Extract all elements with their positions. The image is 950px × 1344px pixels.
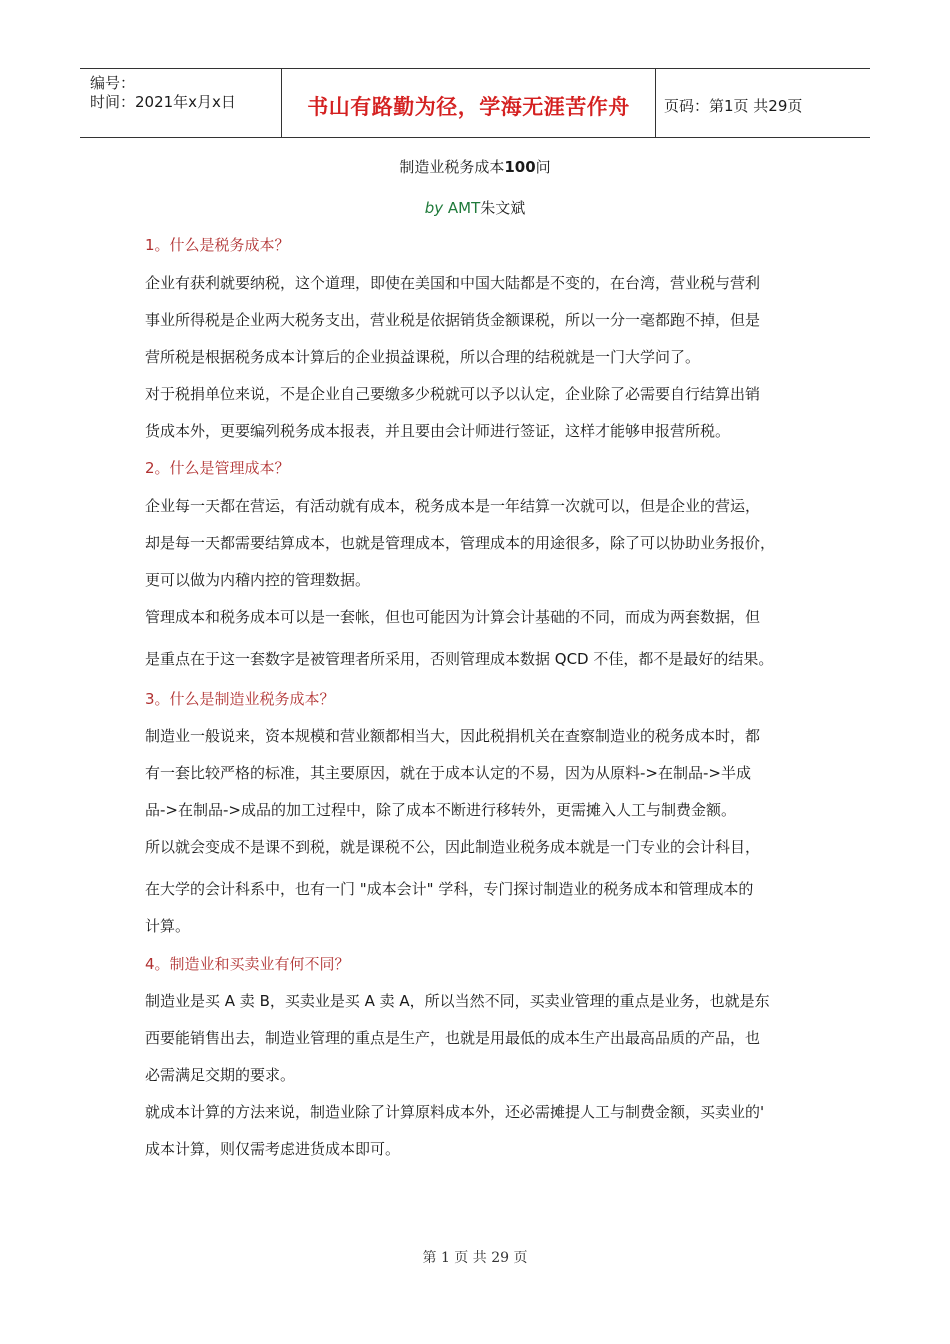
q4-line-5: 成本计算，则仅需考虑进货成本即可。 (145, 1140, 401, 1158)
q3-line-3: 品->在制品->成品的加工过程中，除了成本不断进行移转外，更需摊入人工与制费金额。 (145, 801, 736, 819)
q2-line-3: 更可以做为内稽内控的管理数据。 (145, 571, 371, 589)
q4-line-2: 西要能销售出去，制造业管理的重点是生产，也就是用最低的成本生产出最高品质的产品，也 (145, 1029, 761, 1047)
q1-line-4: 对于税捐单位来说，不是企业自己要缴多少税就可以予以认定，企业除了必需要自行结算出销 (145, 385, 761, 403)
q4-line-3: 必需满足交期的要求。 (145, 1066, 296, 1084)
page-info: 页码：第1页 共29页 (664, 97, 803, 115)
motto: 书山有路勤为径，学海无涯苦作舟 (307, 95, 630, 119)
byline-author: 朱文斌 (480, 199, 526, 217)
q1-line-3: 营所税是根据税务成本计算后的企业损益课税，所以合理的结税就是一门大学问了。 (145, 348, 701, 366)
time-label: 时间：2021年x月x日 (90, 93, 236, 111)
q3-line-5: 在大学的会计科系中，也有一门 "成本会计" 学科，专门探讨制造业的税务成本和管理成本的 (145, 880, 754, 898)
document-title (0, 156, 950, 177)
q2-line-1: 企业每一天都在营运，有活动就有成本，税务成本是一年结算一次就可以，但是企业的营运， (145, 497, 761, 515)
byline-by: by (424, 199, 444, 217)
header-table (80, 68, 870, 138)
q4-line-1: 制造业是买 A 卖 B，买卖业是买 A 卖 A，所以当然不同，买卖业管理的重点是业务，也就是东 (145, 992, 770, 1010)
byline-org: AMT (447, 199, 481, 217)
q4-line-4: 就成本计算的方法来说，制造业除了计算原料成本外，还必需摊提人工与制费金额，买卖业的' (145, 1103, 765, 1121)
title-suffix: 问 (535, 158, 551, 176)
q2-line-5: 是重点在于这一套数字是被管理者所采用，否则管理成本数据 QCD 不佳，都不是最好的结果。 (145, 650, 774, 668)
q1-line-2: 事业所得税是企业两大税务支出，营业税是依据销货金额课税，所以一分一毫都跑不掉，但是 (145, 311, 761, 329)
q1-line-1: 企业有获利就要纳税，这个道理，即使在美国和中国大陆都是不变的，在台湾，营业税与营利 (145, 274, 761, 292)
byline (0, 197, 950, 218)
header-right-cell (655, 69, 870, 137)
page-footer: 第 1 页 共 29 页 (422, 1250, 528, 1266)
q2-line-2: 却是每一天都需要结算成本，也就是管理成本，管理成本的用途很多，除了可以协助业务报价， (145, 534, 776, 552)
question-1-heading: 1。什么是税务成本？ (145, 236, 290, 254)
title-number: 100 (504, 158, 536, 176)
question-4-heading: 4。制造业和买卖业有何不同？ (145, 955, 350, 973)
question-2-heading: 2。什么是管理成本？ (145, 459, 290, 477)
q3-line-6: 计算。 (145, 917, 191, 935)
q2-line-4: 管理成本和税务成本可以是一套帐，但也可能因为计算会计基础的不同，而成为两套数据，但 (145, 608, 761, 626)
q3-line-1: 制造业一般说来，资本规模和营业额都相当大，因此税捐机关在查察制造业的税务成本时，都 (145, 727, 761, 745)
question-3-heading: 3。什么是制造业税务成本？ (145, 690, 335, 708)
q1-line-5: 货成本外，更要编列税务成本报表，并且要由会计师进行签证，这样才能够申报营所税。 (145, 422, 731, 440)
header-motto-cell (281, 69, 656, 137)
header-left-cell (80, 69, 281, 137)
q3-line-2: 有一套比较严格的标准，其主要原因，就在于成本认定的不易，因为从原料->在制品->半成 (145, 764, 751, 782)
title-prefix: 制造业税务成本 (399, 158, 505, 176)
number-label: 编号： (90, 74, 136, 92)
q3-line-4: 所以就会变成不是课不到税，就是课税不公，因此制造业税务成本就是一门专业的会计科目， (145, 838, 761, 856)
